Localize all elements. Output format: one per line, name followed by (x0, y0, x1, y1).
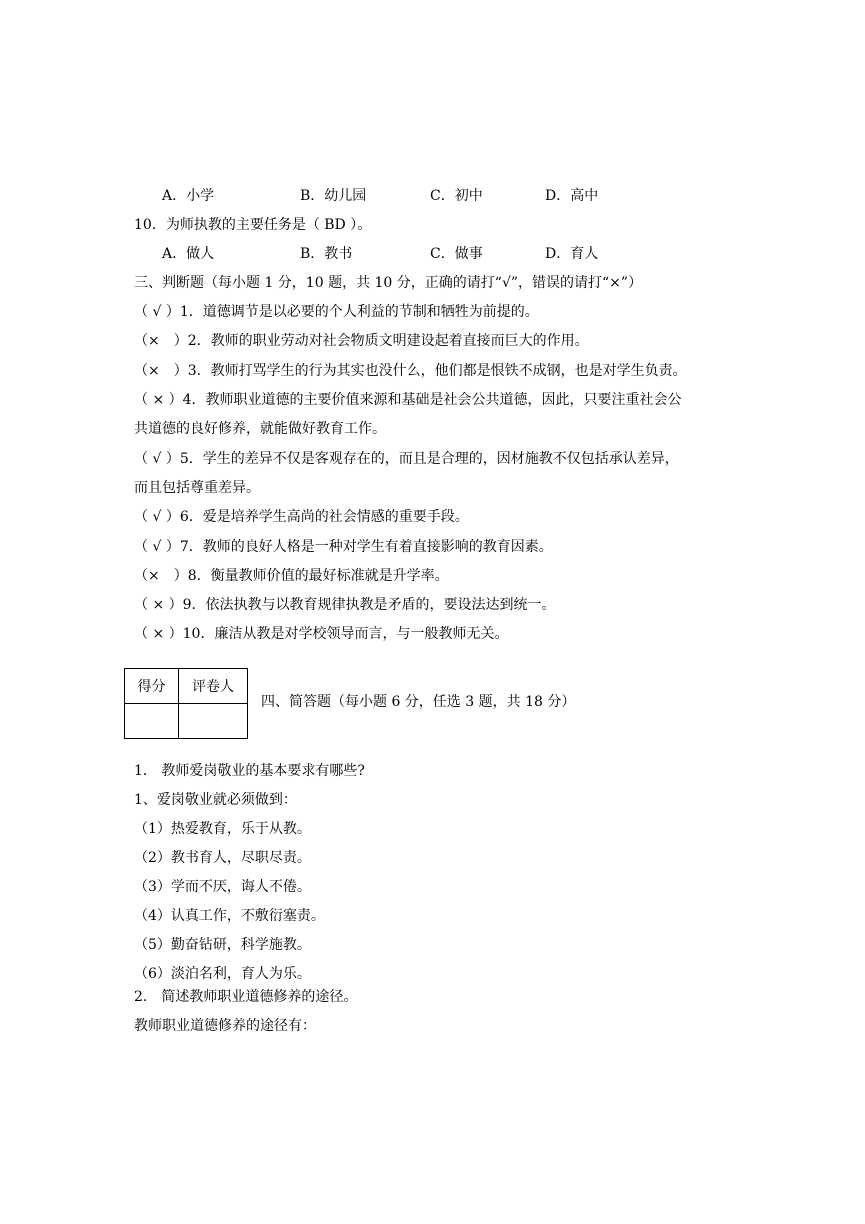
tf-item-4-cont: 共道德的良好修养，就能做好教育工作。 (134, 421, 386, 437)
grader-cell (179, 704, 248, 739)
tf-item-7: （ √ ）7．教师的良好人格是一种对学生有着直接影响的教育因素。 (134, 539, 553, 555)
q10-option-b: B．教书 (300, 246, 353, 262)
sa-q1-point-2: （2）教书育人，尽职尽责。 (134, 850, 311, 866)
tf-item-9: （ × ）9．依法执教与以教育规律执教是矛盾的，要设法达到统一。 (134, 597, 556, 613)
tf-item-5-cont: 而且包括尊重差异。 (134, 480, 260, 496)
tf-item-5: （ √ ）5．学生的差异不仅是客观存在的，而且是合理的，因材施教不仅包括承认差异， (134, 451, 679, 467)
q10-stem: 10．为师执教的主要任务是（ BD ）。 (134, 217, 372, 233)
sa-q2: 2． 简述教师职业道德修养的途径。 (134, 989, 358, 1005)
tf-item-6: （ √ ）6．爱是培养学生高尚的社会情感的重要手段。 (134, 509, 469, 525)
q10-option-c: C．做事 (430, 246, 483, 262)
score-box (124, 668, 248, 739)
section3-heading: 三、判断题（每小题 1 分，10 题，共 10 分，正确的请打“√”，错误的请打“×”） (134, 275, 643, 291)
grader-label: 评卷人 (179, 669, 248, 704)
q9-option-b: B．幼儿园 (300, 188, 367, 204)
tf-item-4: （ × ）4．教师职业道德的主要价值来源和基础是社会公共道德，因此，只要注重社会公 (134, 392, 682, 408)
q9-option-a: A．小学 (162, 188, 215, 204)
tf-item-10: （ × ）10．廉洁从教是对学校领导而言，与一般教师无关。 (134, 626, 509, 642)
sa-q2-answer-intro: 教师职业道德修养的途径有： (134, 1018, 316, 1034)
sa-q1-point-3: （3）学而不厌，诲人不倦。 (134, 879, 311, 895)
tf-item-3: （× ）3．教师打骂学生的行为其实也没什么，他们都是恨铁不成钢，也是对学生负责。 (134, 363, 687, 379)
sa-q1-point-5: （5）勤奋钻研，科学施教。 (134, 937, 311, 953)
sa-q1-point-1: （1）热爱教育，乐于从教。 (134, 821, 311, 837)
section4-heading: 四、简答题（每小题 6 分，任选 3 题，共 18 分） (261, 694, 576, 710)
tf-item-1: （ √ ）1．道德调节是以必要的个人利益的节制和牺牲为前提的。 (134, 304, 539, 320)
sa-q1: 1． 教师爱岗敬业的基本要求有哪些? (134, 763, 365, 779)
q10-option-d: D．育人 (545, 246, 599, 262)
score-label: 得分 (125, 669, 179, 704)
sa-q1-point-4: （4）认真工作，不敷衍塞责。 (134, 908, 325, 924)
q10-option-a: A．做人 (162, 246, 215, 262)
q9-option-d: D．高中 (545, 188, 599, 204)
tf-item-2: （× ）2．教师的职业劳动对社会物质文明建设起着直接而巨大的作用。 (134, 333, 589, 349)
tf-item-8: （× ）8．衡量教师价值的最好标准就是升学率。 (134, 568, 449, 584)
sa-q1-answer-intro: 1、爱岗敬业就必须做到： (134, 792, 297, 808)
score-cell (125, 704, 179, 739)
sa-q1-point-6: （6）淡泊名利，育人为乐。 (134, 966, 311, 982)
q9-option-c: C．初中 (430, 188, 483, 204)
